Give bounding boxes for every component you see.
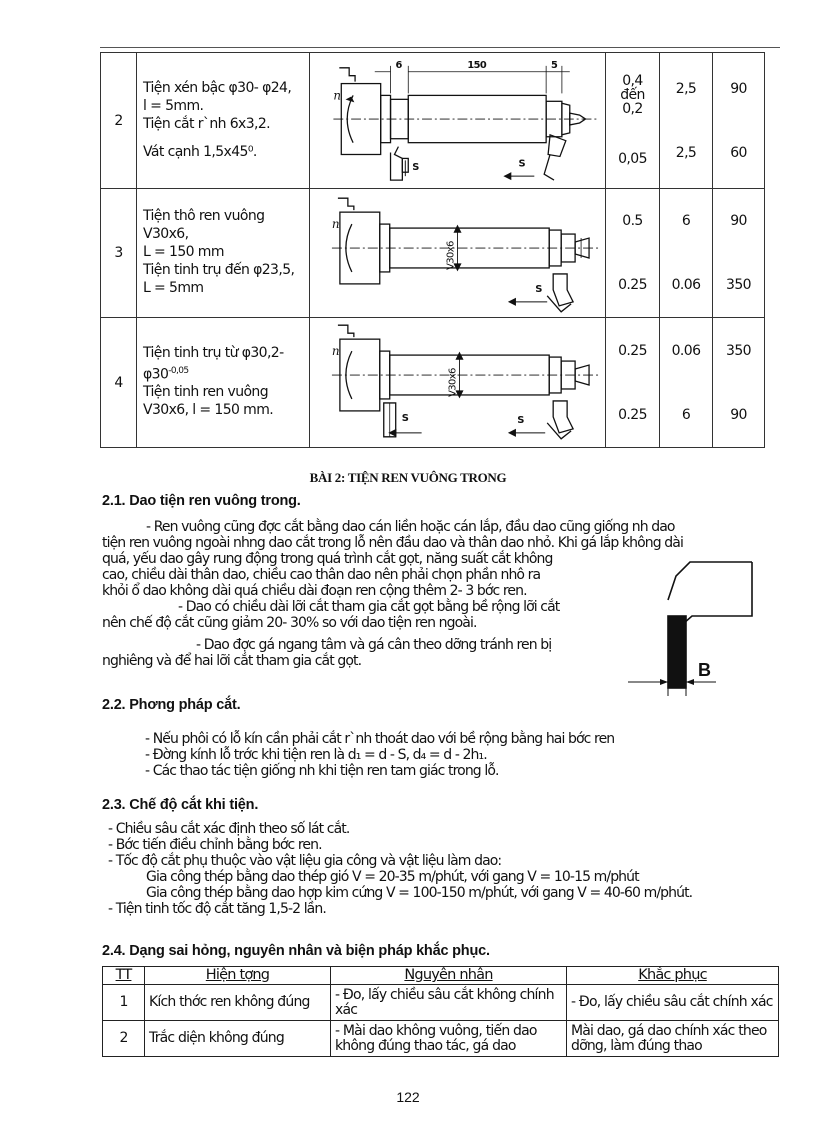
page-number: 122 [396, 1089, 420, 1105]
machining-sketch [310, 189, 606, 318]
step-description: Tiện xén bậc φ30- φ24, l = 5mm. Tiện cắt r`nh 6x3,2. Vát cạnh 1,5x45⁰. [137, 53, 310, 189]
speed-column: 90 60 [713, 53, 765, 189]
svg-text:150: 150 [467, 59, 487, 71]
operation-row [101, 189, 765, 318]
list-item: - Đờng kính lỗ trớc khi tiện ren là d₁ = d - S, d₄ = d - 2h₁. [145, 747, 487, 763]
paragraph-line: - Ren vuông cũng đợc cắt bằng dao cán liền hoặc cán lắp, đầu dao cũng giống nh dao [146, 519, 675, 535]
list-item: - Chiều sâu cắt xác định theo số lát cắt. [108, 821, 350, 837]
svg-text:S: S [517, 414, 524, 426]
operations-table [100, 52, 765, 448]
svg-text:S: S [412, 161, 419, 173]
paragraph-line: - Dao có chiều dài lỡi cắt tham gia cắt gọt bằng bề rộng lỡi cắt [178, 599, 560, 615]
operation-row [101, 53, 765, 189]
table-row [103, 985, 779, 1021]
table-cell: - Đo, lấy chiều sâu cắt không chính xác [331, 985, 567, 1021]
svg-text:V30x6: V30x6 [445, 241, 457, 270]
turning-diagram-step-3 [310, 190, 605, 316]
svg-text:n: n [331, 343, 340, 358]
column-header: TT [103, 967, 145, 985]
svg-text:S: S [518, 157, 526, 169]
svg-text:5: 5 [551, 59, 558, 71]
list-item: - Bớc tiến điều chỉnh bằng bớc ren. [108, 837, 322, 853]
table-cell: Kích thớc ren không đúng [145, 985, 331, 1021]
list-item: - Các thao tác tiện giống nh khi tiện ren tam giác trong lỗ. [145, 763, 499, 779]
faults-table [102, 966, 779, 1057]
table-cell: - Đo, lấy chiều sâu cắt chính xác [567, 985, 779, 1021]
section-title: BÀI 2: TIỆN REN VUÔNG TRONG [309, 470, 507, 485]
paragraph-line: khỏi ổ dao không dài quá chiều dài đoạn ren cộng thêm 2- 3 bớc ren. [102, 583, 527, 599]
table-cell: Mài dao, gá dao chính xác theo dỡng, làm đúng thao [567, 1021, 779, 1057]
paragraph-line: - Dao đợc gá ngang tâm và gá cân theo dỡng tránh ren bị [196, 637, 552, 653]
table-row [103, 1021, 779, 1057]
feed-column: 0.25 0.25 [606, 318, 660, 448]
list-item: Gia công thép bằng dao thép gió V = 20-35 m/phút, với gang V = 10-15 m/phút [146, 869, 639, 885]
feed-column: 0,4 đến 0,2 0,05 [606, 53, 660, 189]
machining-sketch [310, 318, 606, 448]
table-cell: 1 [103, 985, 145, 1021]
column-header: Nguyên nhân [331, 967, 567, 985]
depth-column: 0.06 6 [660, 318, 713, 448]
operation-row [101, 318, 765, 448]
svg-text:n: n [331, 217, 340, 232]
table-header-row [103, 967, 779, 985]
speed-column: 350 90 [713, 318, 765, 448]
list-item: - Tiện tinh tốc độ cắt tăng 1,5-2 lần. [108, 901, 326, 917]
boring-tool-figure [620, 560, 760, 700]
heading-2-2: 2.2. Phơng pháp cắt. [102, 697, 241, 713]
feed-column: 0.5 0.25 [606, 189, 660, 318]
svg-text:B: B [698, 660, 711, 680]
paragraph-line: tiện ren vuông ngoài nhng dao cắt trong lỗ nên đầu dao và thân dao nhỏ. Khi gá lắp không dài [102, 535, 683, 551]
column-header: Hiện tợng [145, 967, 331, 985]
turning-diagram-step-4 [310, 319, 605, 447]
svg-text:n: n [333, 87, 341, 102]
turning-diagram-step-2 [310, 56, 605, 186]
step-number: 3 [101, 189, 137, 318]
svg-text:S: S [401, 412, 409, 424]
step-number: 2 [101, 53, 137, 189]
list-item: - Nếu phôi có lỗ kín cần phải cắt r`nh thoát dao với bề rộng bằng hai bớc ren [145, 731, 615, 747]
list-item: Gia công thép bằng dao hợp kim cứng V = 100-150 m/phút, với gang V = 40-60 m/phút. [146, 885, 693, 901]
heading-2-4: 2.4. Dạng sai hỏng, nguyên nhân và biện pháp khắc phục. [102, 943, 490, 959]
svg-text:S: S [535, 283, 542, 295]
machining-sketch [310, 53, 606, 189]
top-rule [100, 47, 780, 48]
svg-text:6: 6 [395, 59, 402, 71]
depth-column: 2,5 2,5 [660, 53, 713, 189]
paragraph-line: nghiêng và để hai lỡi cắt tham gia cắt gọt. [102, 653, 362, 669]
column-header: Khắc phục [567, 967, 779, 985]
heading-2-1: 2.1. Dao tiện ren vuông trong. [102, 493, 301, 509]
step-description: Tiện tinh trụ từ φ30,2- $\varphi 30^{-0,05}$ Tiện tinh ren vuông V30x6, l = 150 mm. [137, 318, 310, 448]
table-cell: 2 [103, 1021, 145, 1057]
paragraph-line: quá, yếu dao gây rung động trong quá trình cắt gọt, năng suất cắt không [102, 551, 553, 567]
method-list [145, 731, 614, 779]
table-cell: - Mài dao không vuông, tiến dao không đúng thao tác, gá dao [331, 1021, 567, 1057]
step-number: 4 [101, 318, 137, 448]
table-cell: Trắc diện không đúng [145, 1021, 331, 1057]
depth-column: 6 0.06 [660, 189, 713, 318]
paragraph-line: nên chế độ cắt cũng giảm 20- 30% so với dao tiện ren ngoài. [102, 615, 477, 631]
cutting-mode-list [108, 821, 692, 917]
heading-2-3: 2.3. Chế độ cắt khi tiện. [102, 797, 259, 813]
list-item: - Tốc độ cắt phụ thuộc vào vật liệu gia công và vật liệu làm dao: [108, 853, 502, 869]
step-description: Tiện thô ren vuông V30x6, L = 150 mm Tiện tinh trụ đến φ23,5, L = 5mm [137, 189, 310, 318]
svg-text:V30x6: V30x6 [447, 367, 459, 397]
speed-column: 90 350 [713, 189, 765, 318]
paragraph-line: cao, chiều dài thân dao, chiều cao thân dao nên phải chọn phần nhô ra [102, 567, 541, 583]
